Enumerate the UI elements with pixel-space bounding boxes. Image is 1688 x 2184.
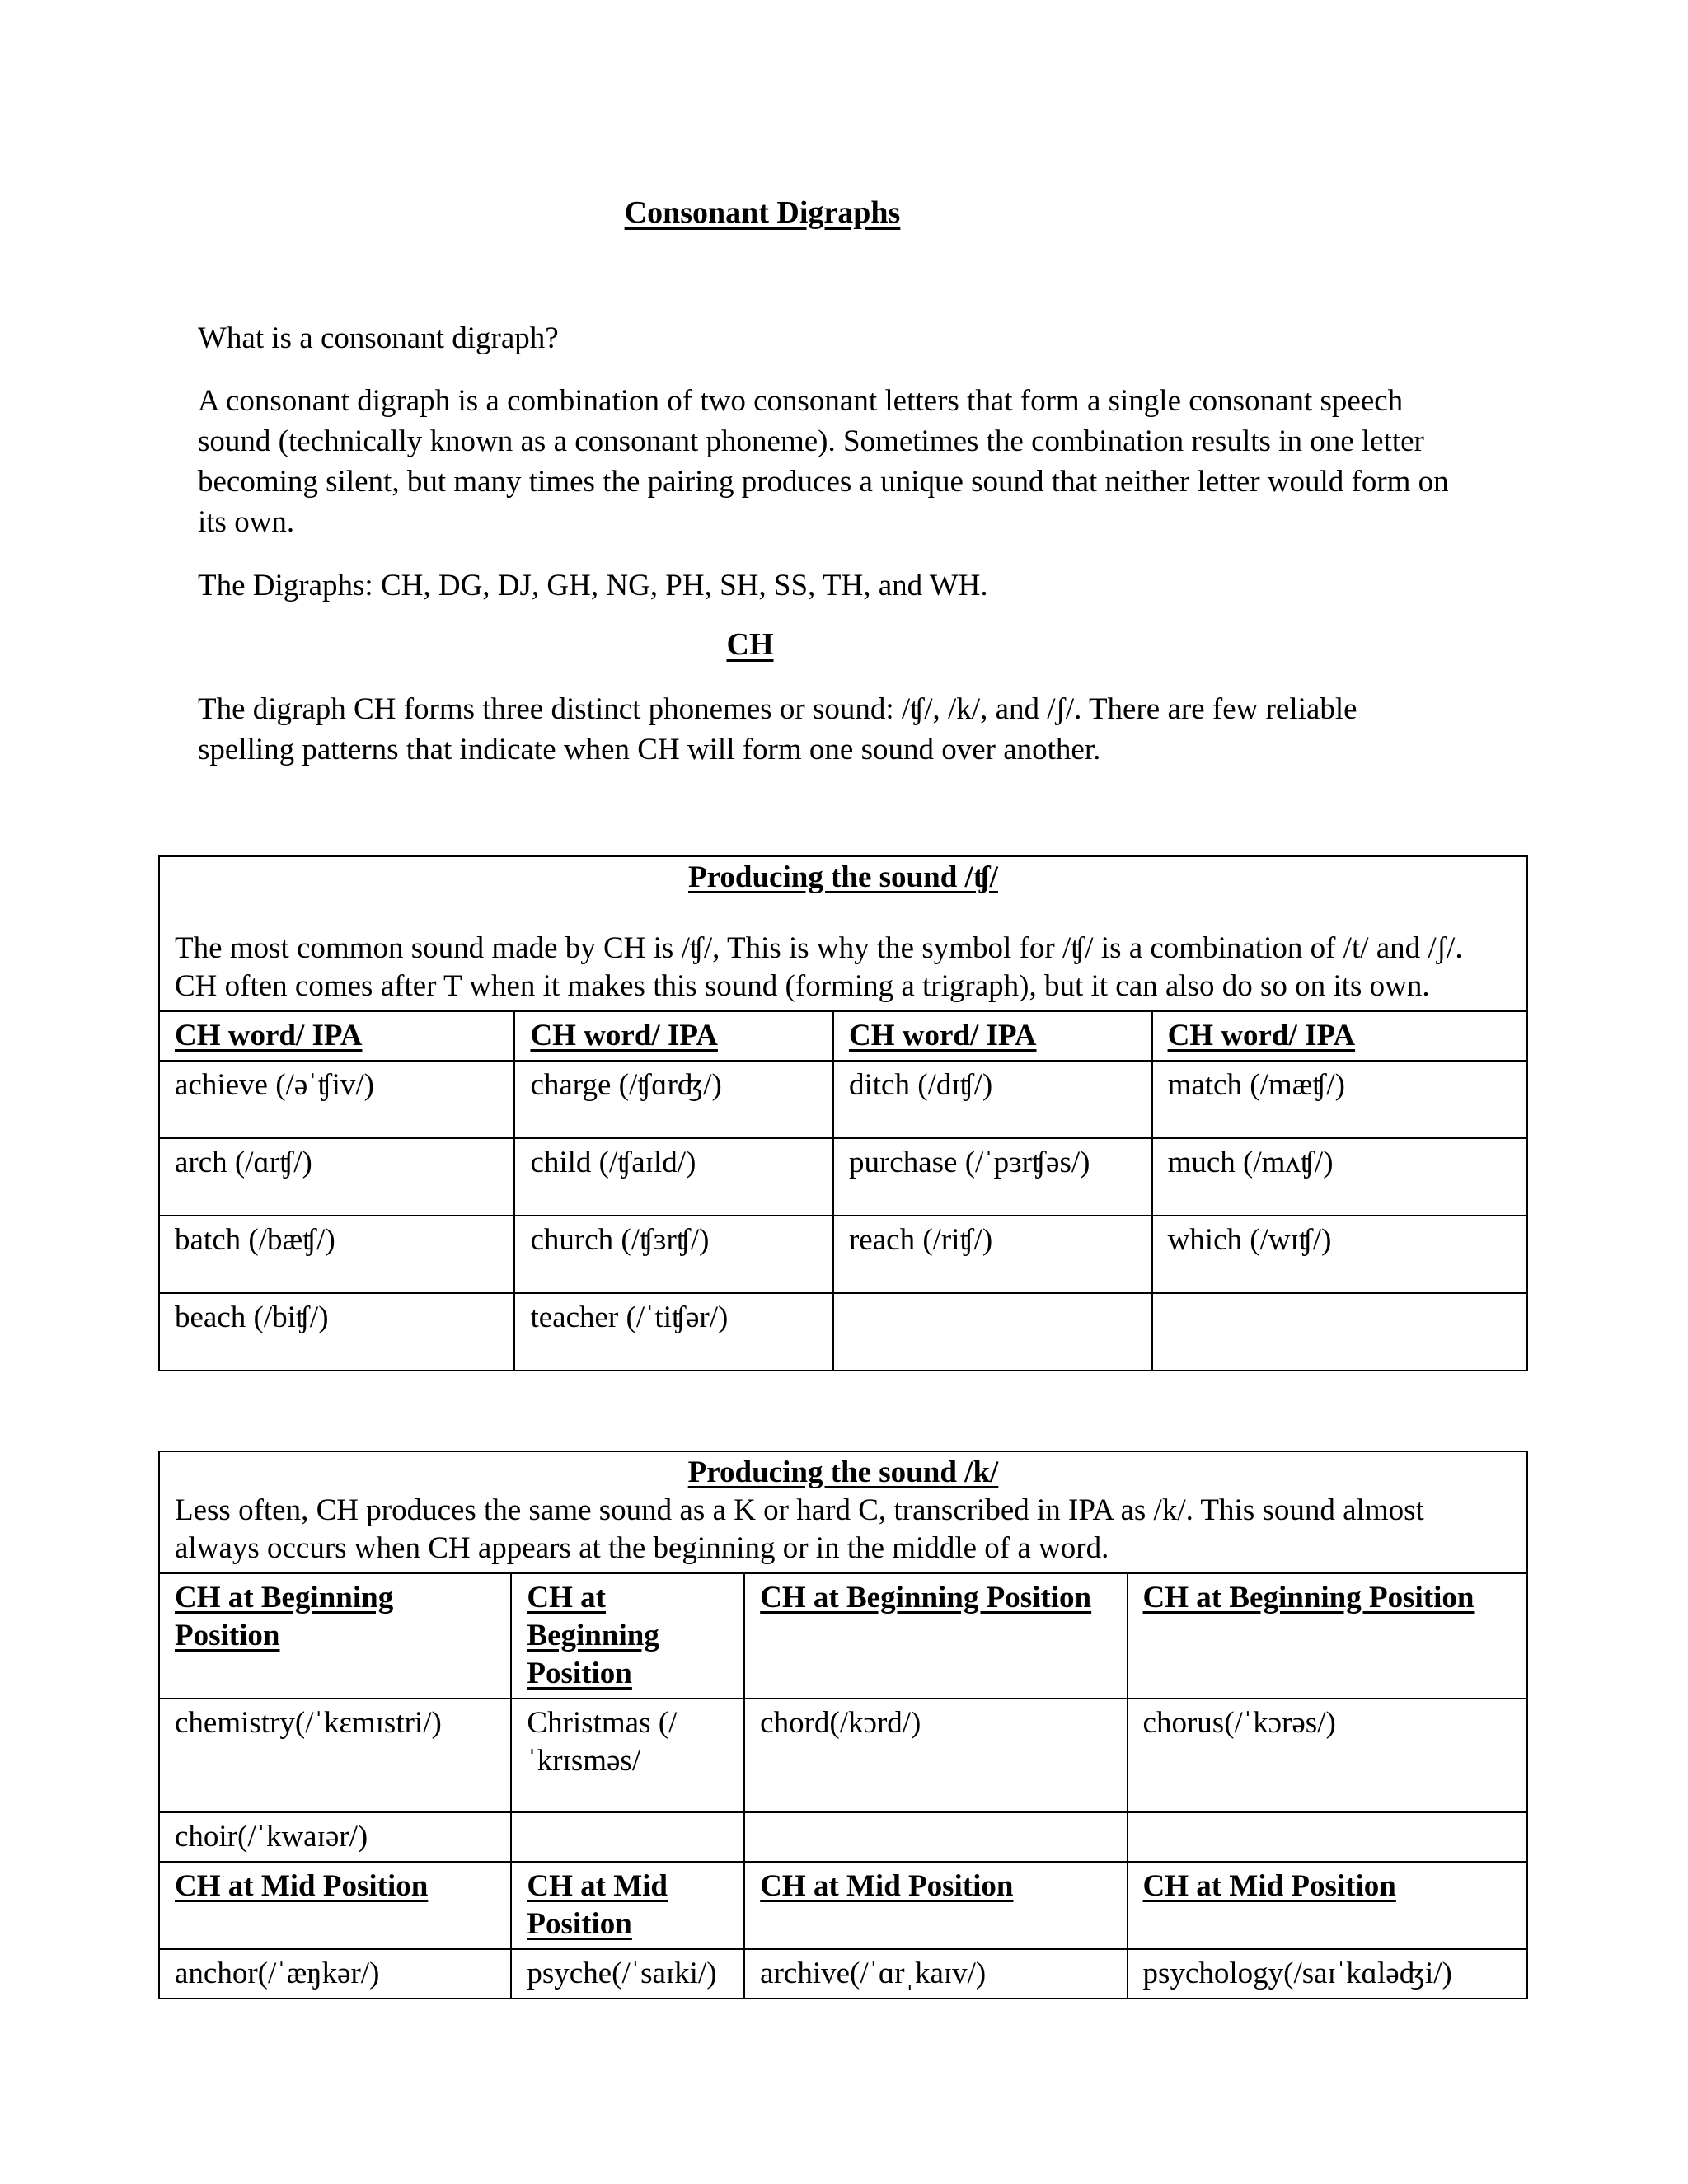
column-header: CH word/ IPA — [514, 1011, 833, 1061]
column-header: CH at Mid Position — [1128, 1862, 1527, 1949]
ch-sound-table-title: Producing the sound /ʧ/ — [688, 860, 998, 894]
table-cell: psychology(/saɪˈkɑləʤi/) — [1128, 1949, 1527, 1999]
table-cell — [833, 1293, 1152, 1371]
k-sound-table-description: Less often, CH produces the same sound as a K or hard C, transcribed in IPA as /k/. This sound almost always occurs when CH appears at the beginning or in the middle of a word. — [175, 1493, 1424, 1565]
table-cell: chorus(/ˈkɔrəs/) — [1128, 1699, 1527, 1812]
digraph-list: The Digraphs: CH, DG, DJ, GH, NG, PH, SH, SS, TH, and WH. — [198, 569, 988, 602]
table-cell: choir(/ˈkwaɪər/) — [159, 1812, 511, 1862]
table-cell: achieve (/əˈʧiv/) — [159, 1061, 514, 1138]
column-header: CH at Beginning Position — [511, 1573, 744, 1699]
ch-sound-caption — [159, 856, 1527, 1011]
table-cell: church (/ʧɜrʧ/) — [514, 1216, 833, 1293]
table-cell: psyche(/ˈsaɪki/) — [511, 1949, 744, 1999]
table-row — [159, 1699, 1527, 1812]
k-sound-caption — [159, 1451, 1527, 1573]
table-cell: chemistry(/ˈkɛmɪstri/) — [159, 1699, 511, 1812]
table-cell: batch (/bæʧ/) — [159, 1216, 514, 1293]
table-row — [159, 1061, 1527, 1138]
table-cell: charge (/ʧɑrʤ/) — [514, 1061, 833, 1138]
column-header: CH at Beginning Position — [1128, 1573, 1527, 1699]
table-cell — [744, 1812, 1127, 1862]
table-cell — [1152, 1293, 1527, 1371]
table-cell: much (/mʌʧ/) — [1152, 1138, 1527, 1216]
table-cell: Christmas (/ˈkrɪsməs/ — [511, 1699, 744, 1812]
table-row — [159, 1293, 1527, 1371]
table-cell: match (/mæʧ/) — [1152, 1061, 1527, 1138]
k-sound-table — [158, 1451, 1528, 1999]
table-cell: teacher (/ˈtiʧər/) — [514, 1293, 833, 1371]
table-header-row — [159, 1862, 1527, 1949]
column-header: CH word/ IPA — [833, 1011, 1152, 1061]
column-header: CH at Mid Position — [744, 1862, 1127, 1949]
table-cell: reach (/riʧ/) — [833, 1216, 1152, 1293]
table-row — [159, 1138, 1527, 1216]
table-header-row — [159, 1573, 1527, 1699]
column-header: CH at Beginning Position — [744, 1573, 1127, 1699]
table-row — [159, 1949, 1527, 1999]
intro-question: What is a consonant digraph? — [198, 321, 559, 355]
table-cell: chord(/kɔrd/) — [744, 1699, 1127, 1812]
column-header: CH word/ IPA — [1152, 1011, 1527, 1061]
table-cell: arch (/ɑrʧ/) — [159, 1138, 514, 1216]
page-title: Consonant Digraphs — [624, 195, 901, 230]
table-cell: child (/ʧaɪld/) — [514, 1138, 833, 1216]
table-cell — [511, 1812, 744, 1862]
column-header: CH at Mid Position — [159, 1862, 511, 1949]
table-cell: beach (/biʧ/) — [159, 1293, 514, 1371]
table-cell: anchor(/ˈæŋkər/) — [159, 1949, 511, 1999]
table-row — [159, 1216, 1527, 1293]
ch-sound-table — [158, 855, 1528, 1371]
k-sound-table-title: Producing the sound /k/ — [687, 1455, 999, 1489]
table-cell — [1128, 1812, 1527, 1862]
column-header: CH at Mid Position — [511, 1862, 744, 1949]
intro-definition: A consonant digraph is a combination of two consonant letters that form a single consonant speech sound (technically known as a consonant phoneme). Sometimes the combination results in one letter becoming silent, but many times the pairing produces a unique sound that neither letter would form on its own. — [198, 384, 1449, 539]
ch-sound-table-description: The most common sound made by CH is /ʧ/, This is why the symbol for /ʧ/ is a combination of /t/ and /ʃ/. CH often comes after T when it makes this sound (forming a trigraph), but it can also do so on its own. — [175, 931, 1463, 1003]
table-header-row — [159, 1011, 1527, 1061]
table-row — [159, 1812, 1527, 1862]
table-cell: archive(/ˈɑrˌkaɪv/) — [744, 1949, 1127, 1999]
column-header: CH at Beginning Position — [159, 1573, 511, 1699]
ch-section-heading: CH — [726, 627, 774, 662]
column-header: CH word/ IPA — [159, 1011, 514, 1061]
table-cell: which (/wɪʧ/) — [1152, 1216, 1527, 1293]
table-cell: ditch (/dɪʧ/) — [833, 1061, 1152, 1138]
table-cell: purchase (/ˈpɜrʧəs/) — [833, 1138, 1152, 1216]
ch-section-description: The digraph CH forms three distinct phonemes or sound: /ʧ/, /k/, and /ʃ/. There are few reliable spelling patterns that indicate when CH will form one sound over another. — [198, 692, 1357, 766]
